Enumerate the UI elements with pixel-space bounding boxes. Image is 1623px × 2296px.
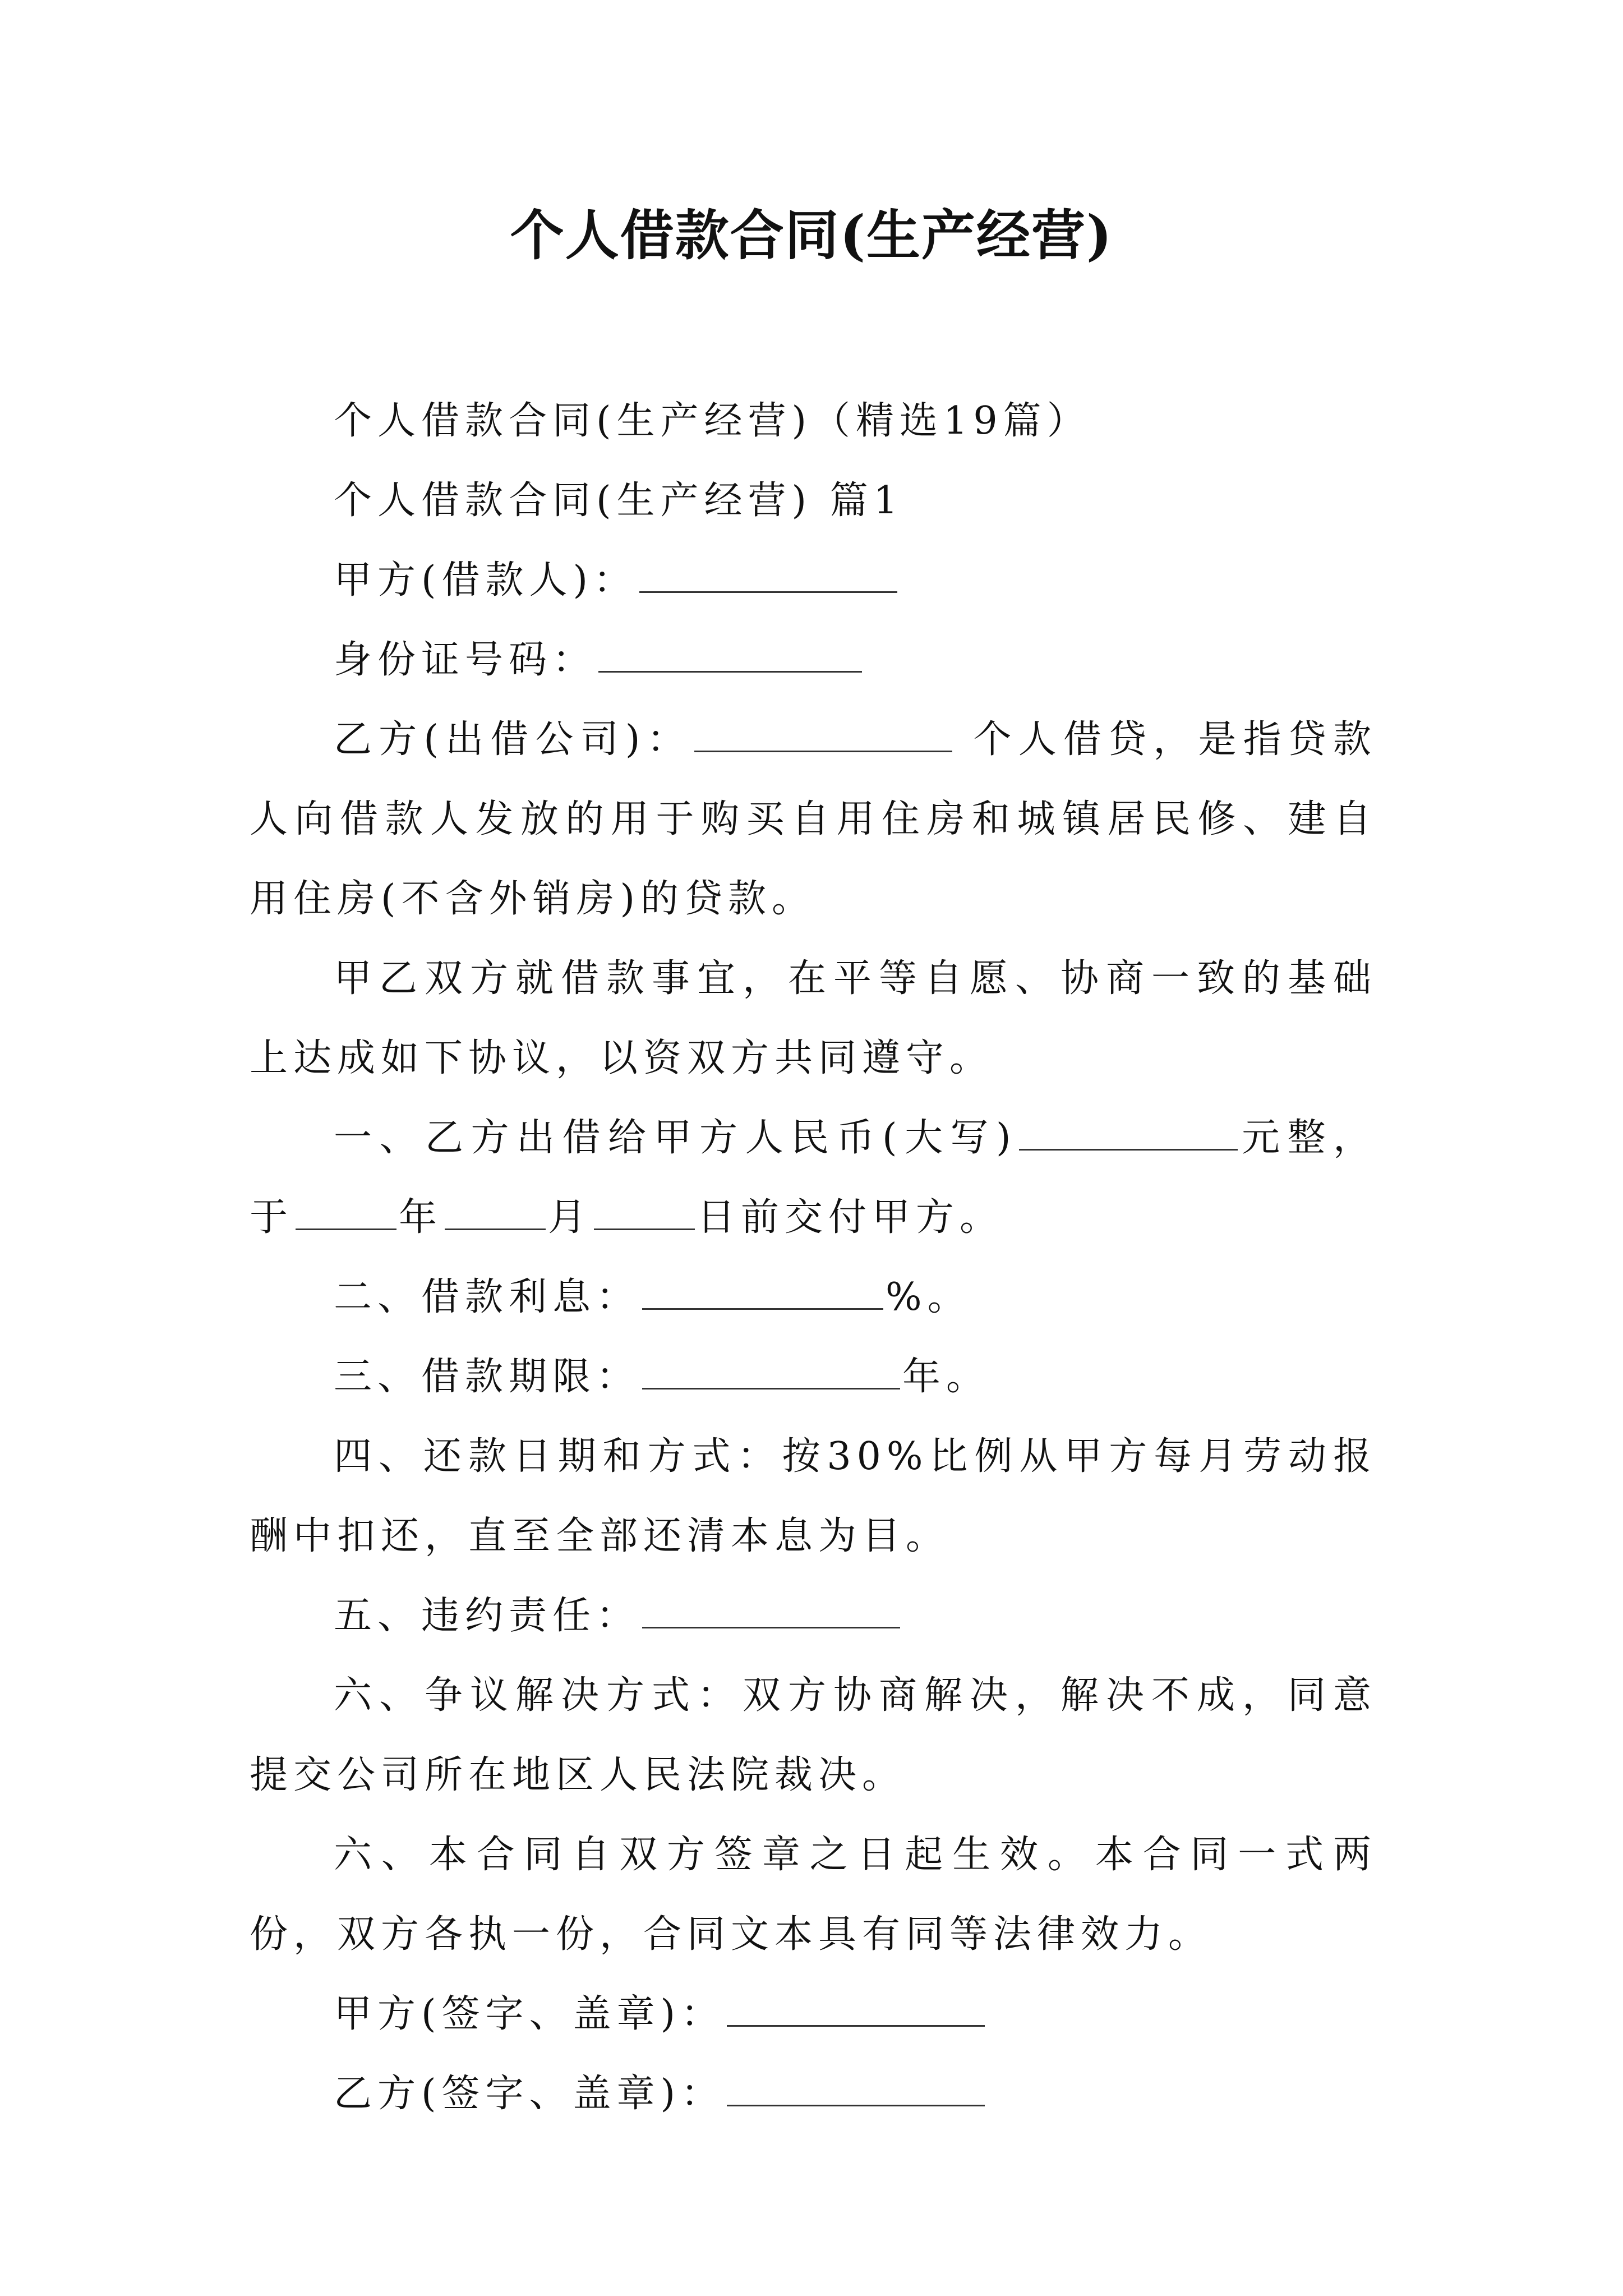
paragraph-clause-2: 二、借款利息： %。 bbox=[334, 1275, 971, 1319]
blank-loan-term[interactable] bbox=[642, 1354, 900, 1389]
blank-id-number[interactable] bbox=[598, 637, 862, 673]
blank-signature-party-a[interactable] bbox=[727, 1991, 985, 2027]
paragraph-signature-party-a: 甲方(签字、盖章)： bbox=[250, 1975, 1377, 2054]
paragraph-section-heading: 个人借款合同(生产经营) 篇1 bbox=[334, 478, 903, 523]
blank-liability[interactable] bbox=[642, 1593, 900, 1628]
paragraph-agreement-intro: 甲乙双方就借款事宜，在平等自愿、协商一致的基础上达成如下协议，以资双方共同遵守。 bbox=[250, 956, 1377, 1080]
document-title: 个人借款合同(生产经营) bbox=[510, 204, 1113, 267]
paragraph-id-number: 身份证号码： bbox=[250, 620, 1377, 700]
paragraph-subtitle: 个人借款合同(生产经营)（精选19篇） bbox=[334, 399, 1091, 443]
blank-amount-uppercase[interactable] bbox=[1019, 1115, 1238, 1151]
paragraph-clause-6-dispute: 六、争议解决方式：双方协商解决，解决不成，同意提交公司所在地区人民法院裁决。 bbox=[250, 1673, 1377, 1797]
blank-borrower-name[interactable] bbox=[639, 558, 897, 593]
paragraph-clause-6-effect: 六、本合同自双方签章之日起生效。本合同一式两份，双方各执一份，合同文本具有同等法律效力。 bbox=[250, 1833, 1377, 1957]
blank-interest-rate[interactable] bbox=[642, 1274, 883, 1310]
blank-lender-company[interactable] bbox=[694, 717, 952, 752]
blank-year[interactable] bbox=[296, 1195, 396, 1230]
paragraph-signature-party-b: 乙方(签字、盖章)： bbox=[250, 2054, 1377, 2134]
paragraph-clause-1: 一、乙方出借给甲方人民币(大写) 元整，于 年 月 日前交付甲方。 bbox=[250, 1116, 1377, 1240]
paragraph-borrower: 甲方(借款人)： bbox=[250, 541, 1377, 620]
paragraph-clause-5: 五、违约责任： bbox=[250, 1576, 1377, 1656]
blank-signature-party-b[interactable] bbox=[727, 2071, 985, 2106]
paragraph-clause-4: 四、还款日期和方式：按30%比例从甲方每月劳动报酬中扣还，直至全部还清本息为目。 bbox=[250, 1434, 1377, 1558]
paragraph-lender: 乙方(出借公司)： 个人借贷，是指贷款人向借款人发放的用于购买自用住房和城镇居民修、建自用住房(不含外销房)的贷款。 bbox=[250, 717, 1377, 921]
document-body bbox=[250, 381, 1377, 2134]
blank-day[interactable] bbox=[594, 1195, 695, 1230]
paragraph-clause-3: 三、借款期限： 年。 bbox=[334, 1355, 990, 1399]
blank-month[interactable] bbox=[445, 1195, 546, 1230]
